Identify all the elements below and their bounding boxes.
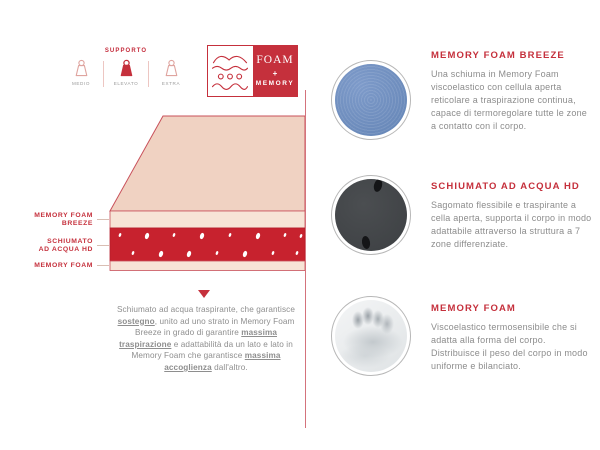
mattress-layers-glyph bbox=[209, 48, 251, 94]
material-description: Viscoelastico termosensibile che si adatta alla forma del corpo. Distribuisce il peso del corpo in modo uniforme e bilanciato. bbox=[431, 322, 588, 371]
label-line: MEMORY FOAM bbox=[34, 262, 93, 269]
mattress-description-footnote bbox=[117, 304, 295, 374]
label-line: MEMORY FOAM bbox=[34, 212, 93, 219]
material-heading-memory-foam-breeze: MEMORY FOAM BREEZE bbox=[431, 50, 565, 61]
layer-label-memory-foam bbox=[6, 262, 93, 270]
foam-hole bbox=[361, 235, 371, 249]
foam-memory-label-panel bbox=[253, 46, 297, 96]
schiumato-ad-acqua-hd-swatch bbox=[331, 175, 411, 255]
weight-outline-icon bbox=[74, 59, 89, 78]
material-description: Una schiuma in Memory Foam viscoelastico con cellula aperta reticolare a traspirazione continua, capace di termoregolare tutte le zone a contatto con il corpo. bbox=[431, 69, 587, 131]
memory-foam-breeze-swatch bbox=[331, 60, 411, 140]
support-level-indicator bbox=[59, 48, 193, 87]
support-option-extra bbox=[149, 59, 193, 87]
foam-hole bbox=[373, 179, 384, 193]
support-title: SUPPORTO bbox=[104, 48, 148, 54]
layer-label-schiumato-ad-acqua-hd bbox=[6, 238, 93, 254]
dark-perforated-foam-texture bbox=[335, 179, 407, 251]
weight-outline-icon bbox=[164, 59, 179, 78]
foam-speckles bbox=[118, 232, 303, 257]
support-option-medio bbox=[59, 59, 103, 87]
footnote-text: dall'altro. bbox=[211, 362, 248, 372]
footnote-text: , unito ad uno strato in Memory Foam Breeze in grado di garantire bbox=[135, 316, 295, 338]
material-heading-memory-foam: MEMORY FOAM bbox=[431, 303, 516, 314]
support-option-elevato-selected bbox=[104, 59, 148, 87]
memory-foam-swatch bbox=[331, 296, 411, 376]
material-description: Sagomato flessibile e traspirante a cella aperta, supporta il corpo in modo adattabile attraverso la struttura a 7 zone differenziate. bbox=[431, 200, 592, 249]
foam-memory-badge bbox=[207, 45, 298, 97]
support-option-label: MEDIO bbox=[71, 81, 91, 86]
badge-foam-text: FOAM bbox=[256, 54, 294, 66]
badge-memory-text: MEMORY bbox=[255, 79, 295, 87]
label-line: AD ACQUA HD bbox=[38, 246, 93, 254]
footnote-emphasis: sostegno bbox=[117, 316, 155, 326]
white-memory-foam-texture bbox=[335, 300, 407, 372]
layer-label-memory-foam-breeze bbox=[6, 212, 93, 228]
support-option-label: EXTRA bbox=[161, 81, 181, 86]
weight-filled-icon bbox=[119, 59, 134, 78]
layer-label-connectors bbox=[97, 220, 109, 266]
support-option-label: ELEVATO bbox=[113, 81, 139, 86]
footnote-text: Schiumato ad acqua traspirante, che garantisce bbox=[117, 305, 296, 314]
support-options-row bbox=[59, 59, 193, 87]
mattress-3d-illustration bbox=[110, 116, 305, 271]
material-heading-schiumato-ad-acqua-hd: SCHIUMATO AD ACQUA HD bbox=[431, 181, 580, 192]
triangle-down-icon bbox=[198, 290, 210, 298]
footnote-text: e adattabilità da un lato e lato in Memory Foam che garantisce bbox=[131, 339, 293, 361]
label-line: SCHIUMATO bbox=[47, 238, 93, 245]
footnote-emphasis: massima traspirazione bbox=[119, 328, 277, 349]
breeze-blue-foam-texture bbox=[335, 64, 407, 136]
mattress-cross-section-icon bbox=[208, 46, 253, 96]
footnote-emphasis: massima accoglienza bbox=[164, 351, 281, 372]
label-line: BREEZE bbox=[61, 220, 93, 228]
badge-plus-text: + bbox=[272, 68, 278, 78]
